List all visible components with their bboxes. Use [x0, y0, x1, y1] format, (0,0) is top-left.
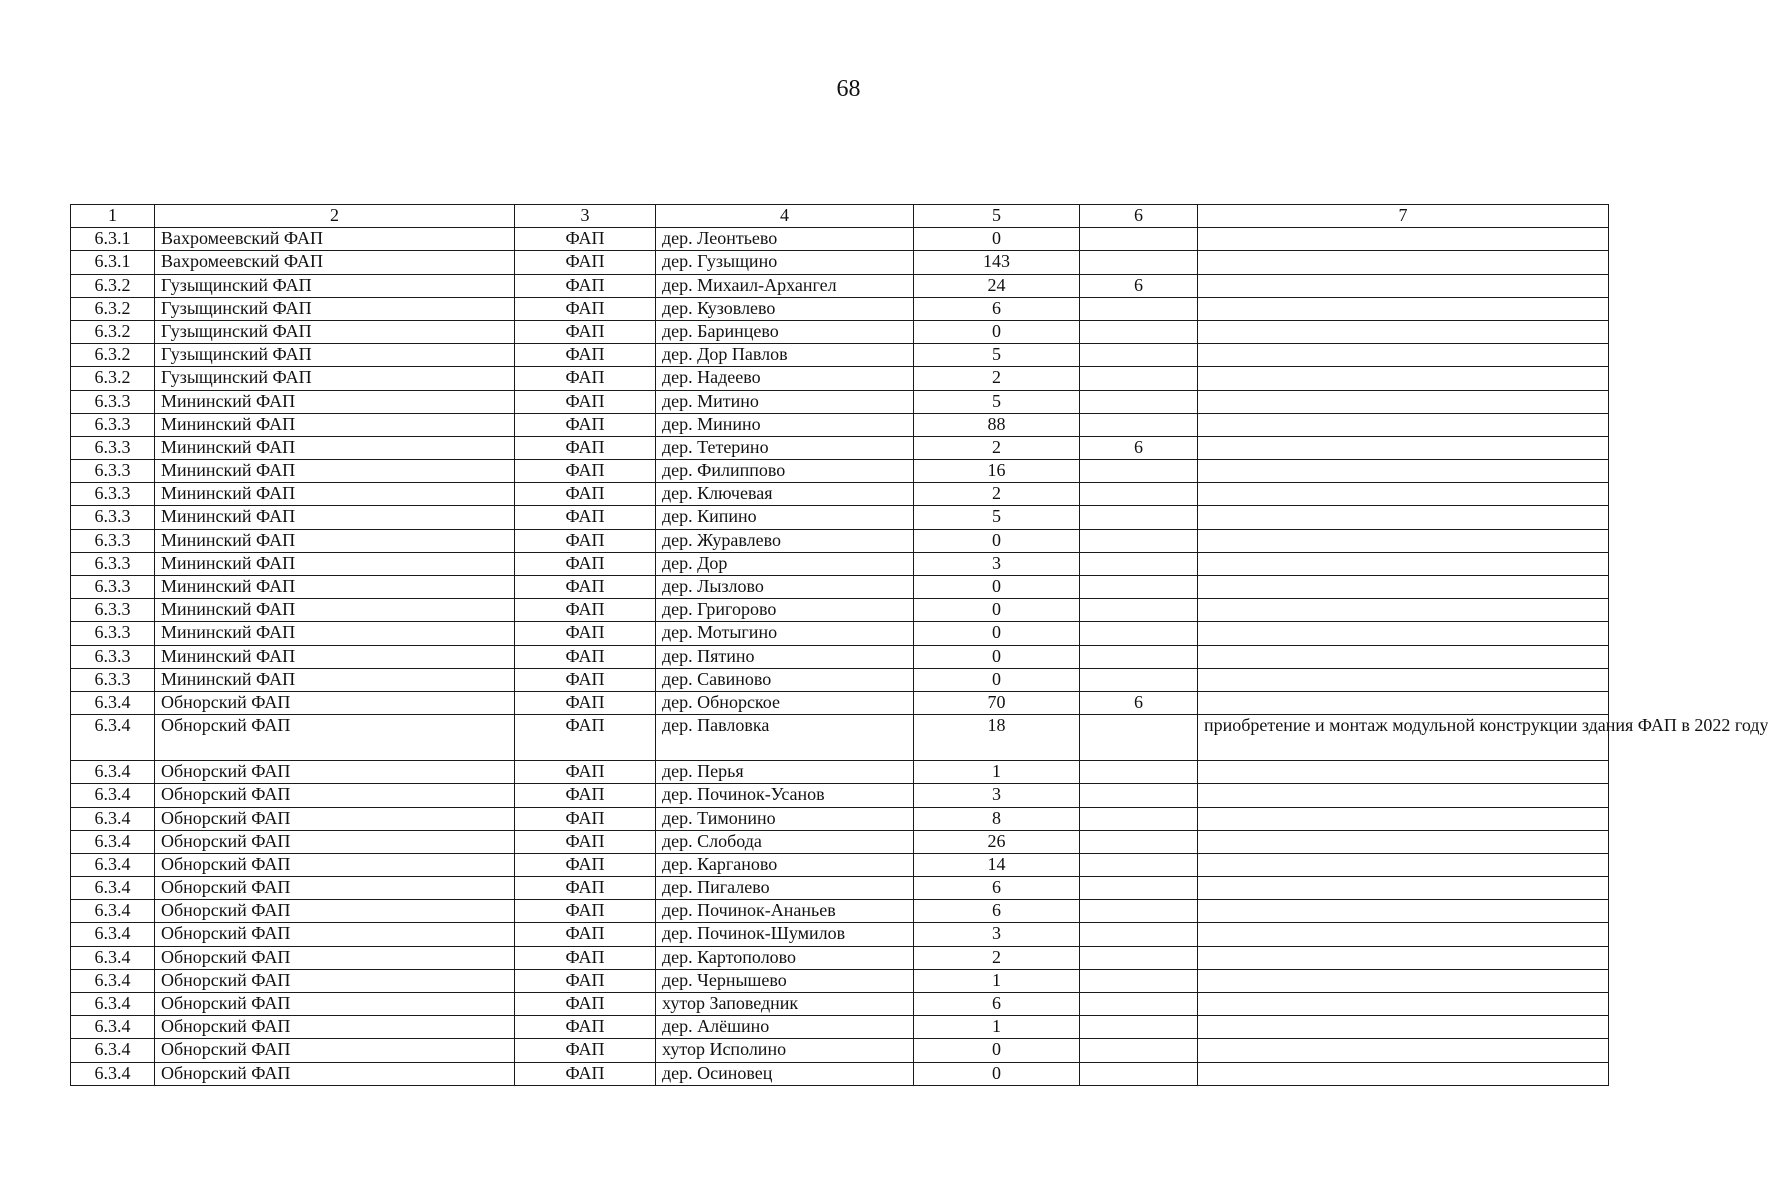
table-row	[71, 251, 1609, 274]
population-cell: 26	[914, 830, 1080, 853]
note-cell	[1198, 274, 1609, 297]
facility-type-cell: ФАП	[515, 900, 656, 923]
facility-type-cell: ФАП	[515, 1062, 656, 1085]
population-cell: 0	[914, 320, 1080, 343]
settlement-cell: дер. Филиппово	[656, 460, 914, 483]
column-6-cell	[1080, 483, 1198, 506]
population-cell: 88	[914, 413, 1080, 436]
page-number: 68	[836, 76, 861, 102]
row-number-cell: 6.3.3	[71, 390, 155, 413]
facility-type-cell: ФАП	[515, 969, 656, 992]
row-number-cell: 6.3.4	[71, 1062, 155, 1085]
settlement-cell: дер. Кузовлево	[656, 297, 914, 320]
note-cell	[1198, 297, 1609, 320]
settlement-cell: дер. Починок-Усанов	[656, 784, 914, 807]
facility-name-cell: Обнорский ФАП	[155, 830, 515, 853]
row-number-cell: 6.3.4	[71, 900, 155, 923]
facility-name-cell: Мининский ФАП	[155, 460, 515, 483]
note-cell	[1198, 807, 1609, 830]
header-cell-6: 6	[1080, 205, 1198, 228]
facility-name-cell: Обнорский ФАП	[155, 900, 515, 923]
note-cell	[1198, 599, 1609, 622]
settlement-cell: дер. Митино	[656, 390, 914, 413]
column-6-cell	[1080, 900, 1198, 923]
facility-type-cell: ФАП	[515, 483, 656, 506]
facility-type-cell: ФАП	[515, 599, 656, 622]
column-6-cell	[1080, 969, 1198, 992]
row-number-cell: 6.3.2	[71, 320, 155, 343]
table-row	[71, 576, 1609, 599]
table-row	[71, 761, 1609, 784]
table-row	[71, 483, 1609, 506]
settlement-cell: дер. Картополово	[656, 946, 914, 969]
settlement-cell: дер. Перья	[656, 761, 914, 784]
population-cell: 1	[914, 761, 1080, 784]
row-number-cell: 6.3.3	[71, 622, 155, 645]
column-6-cell	[1080, 297, 1198, 320]
settlement-cell: дер. Григорово	[656, 599, 914, 622]
row-number-cell: 6.3.4	[71, 1039, 155, 1062]
column-6-cell	[1080, 576, 1198, 599]
table-row	[71, 274, 1609, 297]
population-cell: 3	[914, 784, 1080, 807]
facility-name-cell: Обнорский ФАП	[155, 946, 515, 969]
table-row	[71, 668, 1609, 691]
settlement-cell: дер. Минино	[656, 413, 914, 436]
header-row	[71, 205, 1609, 228]
table-row	[71, 529, 1609, 552]
note-cell	[1198, 923, 1609, 946]
table-row	[71, 1016, 1609, 1039]
facility-type-cell: ФАП	[515, 576, 656, 599]
facility-name-cell: Гузыщинский ФАП	[155, 320, 515, 343]
row-number-cell: 6.3.4	[71, 784, 155, 807]
facility-name-cell: Гузыщинский ФАП	[155, 367, 515, 390]
column-6-cell: 6	[1080, 274, 1198, 297]
population-cell: 0	[914, 529, 1080, 552]
facility-type-cell: ФАП	[515, 460, 656, 483]
facility-name-cell: Обнорский ФАП	[155, 807, 515, 830]
settlement-cell: дер. Леонтьево	[656, 228, 914, 251]
row-number-cell: 6.3.4	[71, 715, 155, 761]
facility-name-cell: Обнорский ФАП	[155, 1062, 515, 1085]
facility-name-cell: Мининский ФАП	[155, 552, 515, 575]
table-row	[71, 390, 1609, 413]
table-row	[71, 1062, 1609, 1085]
row-number-cell: 6.3.4	[71, 993, 155, 1016]
note-cell	[1198, 367, 1609, 390]
row-number-cell: 6.3.3	[71, 436, 155, 459]
facility-name-cell: Мининский ФАП	[155, 645, 515, 668]
row-number-cell: 6.3.4	[71, 691, 155, 714]
column-6-cell	[1080, 1062, 1198, 1085]
table-row	[71, 344, 1609, 367]
population-cell: 2	[914, 483, 1080, 506]
table-row	[71, 830, 1609, 853]
table-row	[71, 691, 1609, 714]
row-number-cell: 6.3.4	[71, 761, 155, 784]
fap-registry-table	[70, 204, 1768, 1086]
settlement-cell: дер. Карганово	[656, 853, 914, 876]
facility-type-cell: ФАП	[515, 413, 656, 436]
facility-name-cell: Обнорский ФАП	[155, 1039, 515, 1062]
facility-name-cell: Мининский ФАП	[155, 506, 515, 529]
facility-name-cell: Обнорский ФАП	[155, 969, 515, 992]
table-row	[71, 807, 1609, 830]
table-row	[71, 460, 1609, 483]
column-6-cell	[1080, 599, 1198, 622]
column-6-cell	[1080, 228, 1198, 251]
table-row	[71, 900, 1609, 923]
facility-type-cell: ФАП	[515, 853, 656, 876]
settlement-cell: дер. Лызлово	[656, 576, 914, 599]
facility-name-cell: Обнорский ФАП	[155, 923, 515, 946]
column-6-cell	[1080, 344, 1198, 367]
facility-name-cell: Мининский ФАП	[155, 436, 515, 459]
column-6-cell: 6	[1080, 436, 1198, 459]
column-6-cell	[1080, 784, 1198, 807]
note-cell	[1198, 460, 1609, 483]
header-cell-3: 3	[515, 205, 656, 228]
settlement-cell: дер. Починок-Ананьев	[656, 900, 914, 923]
column-6-cell	[1080, 946, 1198, 969]
facility-type-cell: ФАП	[515, 320, 656, 343]
note-cell	[1198, 761, 1609, 784]
note-cell	[1198, 506, 1609, 529]
table-row	[71, 297, 1609, 320]
facility-name-cell: Мининский ФАП	[155, 483, 515, 506]
settlement-cell: хутор Исполино	[656, 1039, 914, 1062]
population-cell: 6	[914, 900, 1080, 923]
note-cell	[1198, 668, 1609, 691]
facility-name-cell: Обнорский ФАП	[155, 784, 515, 807]
note-cell	[1198, 320, 1609, 343]
population-cell: 0	[914, 1039, 1080, 1062]
column-6-cell	[1080, 622, 1198, 645]
row-number-cell: 6.3.3	[71, 483, 155, 506]
settlement-cell: дер. Савиново	[656, 668, 914, 691]
column-6-cell	[1080, 853, 1198, 876]
settlement-cell: дер. Осиновец	[656, 1062, 914, 1085]
header-cell-2: 2	[155, 205, 515, 228]
note-cell	[1198, 645, 1609, 668]
table-row	[71, 969, 1609, 992]
header-cell-1: 1	[71, 205, 155, 228]
facility-name-cell: Обнорский ФАП	[155, 761, 515, 784]
table-row	[71, 1039, 1609, 1062]
population-cell: 0	[914, 668, 1080, 691]
row-number-cell: 6.3.4	[71, 807, 155, 830]
population-cell: 3	[914, 552, 1080, 575]
settlement-cell: дер. Пятино	[656, 645, 914, 668]
facility-type-cell: ФАП	[515, 761, 656, 784]
settlement-cell: дер. Пигалево	[656, 877, 914, 900]
header-cell-4: 4	[656, 205, 914, 228]
population-cell: 0	[914, 576, 1080, 599]
column-6-cell	[1080, 506, 1198, 529]
facility-type-cell: ФАП	[515, 993, 656, 1016]
row-number-cell: 6.3.3	[71, 460, 155, 483]
column-6-cell	[1080, 1039, 1198, 1062]
settlement-cell: дер. Кипино	[656, 506, 914, 529]
table-row	[71, 599, 1609, 622]
table-row	[71, 784, 1609, 807]
note-cell	[1198, 784, 1609, 807]
note-cell	[1198, 344, 1609, 367]
table-row	[71, 946, 1609, 969]
row-number-cell: 6.3.3	[71, 645, 155, 668]
note-cell	[1198, 436, 1609, 459]
facility-type-cell: ФАП	[515, 1039, 656, 1062]
table-row	[71, 877, 1609, 900]
facility-type-cell: ФАП	[515, 622, 656, 645]
row-number-cell: 6.3.4	[71, 969, 155, 992]
settlement-cell: дер. Чернышево	[656, 969, 914, 992]
table-row	[71, 552, 1609, 575]
population-cell: 16	[914, 460, 1080, 483]
settlement-cell: дер. Починок-Шумилов	[656, 923, 914, 946]
facility-name-cell: Обнорский ФАП	[155, 877, 515, 900]
facility-name-cell: Гузыщинский ФАП	[155, 297, 515, 320]
note-cell	[1198, 691, 1609, 714]
table-row	[71, 853, 1609, 876]
facility-name-cell: Гузыщинский ФАП	[155, 274, 515, 297]
column-6-cell	[1080, 993, 1198, 1016]
column-6-cell	[1080, 320, 1198, 343]
population-cell: 6	[914, 877, 1080, 900]
note-cell	[1198, 877, 1609, 900]
facility-name-cell: Обнорский ФАП	[155, 1016, 515, 1039]
row-number-cell: 6.3.4	[71, 946, 155, 969]
row-number-cell: 6.3.3	[71, 529, 155, 552]
row-number-cell: 6.3.4	[71, 1016, 155, 1039]
note-cell	[1198, 1062, 1609, 1085]
population-cell: 6	[914, 297, 1080, 320]
column-6-cell	[1080, 923, 1198, 946]
facility-type-cell: ФАП	[515, 830, 656, 853]
facility-type-cell: ФАП	[515, 228, 656, 251]
note-cell	[1198, 946, 1609, 969]
row-number-cell: 6.3.3	[71, 668, 155, 691]
table-row	[71, 320, 1609, 343]
facility-type-cell: ФАП	[515, 1016, 656, 1039]
row-number-cell: 6.3.3	[71, 599, 155, 622]
row-number-cell: 6.3.4	[71, 853, 155, 876]
settlement-cell: хутор Заповедник	[656, 993, 914, 1016]
settlement-cell: дер. Дор Павлов	[656, 344, 914, 367]
population-cell: 2	[914, 946, 1080, 969]
population-cell: 1	[914, 969, 1080, 992]
facility-name-cell: Мининский ФАП	[155, 576, 515, 599]
settlement-cell: дер. Алёшино	[656, 1016, 914, 1039]
population-cell: 8	[914, 807, 1080, 830]
population-cell: 70	[914, 691, 1080, 714]
facility-type-cell: ФАП	[515, 668, 656, 691]
settlement-cell: дер. Ключевая	[656, 483, 914, 506]
column-6-cell	[1080, 668, 1198, 691]
note-cell	[1198, 552, 1609, 575]
note-cell: приобретение и монтаж модульной конструкции здания ФАП в 2022 году	[1198, 715, 1609, 761]
table-row	[71, 506, 1609, 529]
settlement-cell: дер. Дор	[656, 552, 914, 575]
facility-type-cell: ФАП	[515, 552, 656, 575]
population-cell: 24	[914, 274, 1080, 297]
settlement-cell: дер. Обнорское	[656, 691, 914, 714]
column-6-cell	[1080, 413, 1198, 436]
settlement-cell: дер. Баринцево	[656, 320, 914, 343]
column-6-cell	[1080, 367, 1198, 390]
table-row	[71, 228, 1609, 251]
header-cell-5: 5	[914, 205, 1080, 228]
row-number-cell: 6.3.1	[71, 251, 155, 274]
population-cell: 0	[914, 1062, 1080, 1085]
facility-name-cell: Обнорский ФАП	[155, 691, 515, 714]
note-cell	[1198, 830, 1609, 853]
table-row	[71, 367, 1609, 390]
note-cell	[1198, 853, 1609, 876]
facility-type-cell: ФАП	[515, 251, 656, 274]
population-cell: 0	[914, 228, 1080, 251]
note-cell	[1198, 251, 1609, 274]
row-number-cell: 6.3.3	[71, 413, 155, 436]
note-cell	[1198, 390, 1609, 413]
note-cell	[1198, 993, 1609, 1016]
facility-name-cell: Мининский ФАП	[155, 413, 515, 436]
facility-type-cell: ФАП	[515, 923, 656, 946]
note-cell	[1198, 413, 1609, 436]
facility-type-cell: ФАП	[515, 367, 656, 390]
table-row	[71, 622, 1609, 645]
facility-type-cell: ФАП	[515, 946, 656, 969]
settlement-cell: дер. Мотыгино	[656, 622, 914, 645]
population-cell: 2	[914, 367, 1080, 390]
note-cell	[1198, 1039, 1609, 1062]
column-6-cell	[1080, 390, 1198, 413]
settlement-cell: дер. Журавлево	[656, 529, 914, 552]
population-cell: 0	[914, 622, 1080, 645]
population-cell: 5	[914, 390, 1080, 413]
row-number-cell: 6.3.3	[71, 552, 155, 575]
row-number-cell: 6.3.3	[71, 576, 155, 599]
row-number-cell: 6.3.4	[71, 877, 155, 900]
facility-type-cell: ФАП	[515, 807, 656, 830]
facility-name-cell: Вахромеевский ФАП	[155, 251, 515, 274]
row-number-cell: 6.3.4	[71, 830, 155, 853]
column-6-cell	[1080, 460, 1198, 483]
table-row	[71, 413, 1609, 436]
note-cell	[1198, 622, 1609, 645]
facility-type-cell: ФАП	[515, 390, 656, 413]
settlement-cell: дер. Тимонино	[656, 807, 914, 830]
table-row	[71, 436, 1609, 459]
column-6-cell	[1080, 552, 1198, 575]
facility-name-cell: Мининский ФАП	[155, 390, 515, 413]
facility-type-cell: ФАП	[515, 784, 656, 807]
population-cell: 5	[914, 506, 1080, 529]
note-cell	[1198, 969, 1609, 992]
note-cell	[1198, 483, 1609, 506]
facility-type-cell: ФАП	[515, 344, 656, 367]
column-6-cell	[1080, 645, 1198, 668]
facility-type-cell: ФАП	[515, 436, 656, 459]
note-cell	[1198, 228, 1609, 251]
row-number-cell: 6.3.2	[71, 344, 155, 367]
facility-type-cell: ФАП	[515, 506, 656, 529]
facility-type-cell: ФАП	[515, 529, 656, 552]
note-cell	[1198, 900, 1609, 923]
column-6-cell	[1080, 715, 1198, 761]
settlement-cell: дер. Павловка	[656, 715, 914, 761]
column-6-cell	[1080, 251, 1198, 274]
column-6-cell	[1080, 761, 1198, 784]
settlement-cell: дер. Надеево	[656, 367, 914, 390]
column-6-cell	[1080, 877, 1198, 900]
population-cell: 14	[914, 853, 1080, 876]
facility-type-cell: ФАП	[515, 691, 656, 714]
facility-type-cell: ФАП	[515, 297, 656, 320]
population-cell: 2	[914, 436, 1080, 459]
facility-name-cell: Обнорский ФАП	[155, 715, 515, 761]
table-row	[71, 923, 1609, 946]
facility-name-cell: Мининский ФАП	[155, 622, 515, 645]
facility-type-cell: ФАП	[515, 274, 656, 297]
settlement-cell: дер. Слобода	[656, 830, 914, 853]
population-cell: 5	[914, 344, 1080, 367]
row-number-cell: 6.3.1	[71, 228, 155, 251]
note-cell	[1198, 529, 1609, 552]
facility-name-cell: Мининский ФАП	[155, 668, 515, 691]
population-cell: 0	[914, 645, 1080, 668]
column-6-cell	[1080, 830, 1198, 853]
column-6-cell: 6	[1080, 691, 1198, 714]
row-number-cell: 6.3.2	[71, 367, 155, 390]
facility-type-cell: ФАП	[515, 715, 656, 761]
row-number-cell: 6.3.3	[71, 506, 155, 529]
population-cell: 3	[914, 923, 1080, 946]
column-6-cell	[1080, 529, 1198, 552]
column-6-cell	[1080, 1016, 1198, 1039]
table-body	[71, 228, 1768, 1086]
settlement-cell: дер. Михаил-Архангел	[656, 274, 914, 297]
table-row	[71, 993, 1609, 1016]
header-cell-7: 7	[1198, 205, 1609, 228]
facility-name-cell: Мининский ФАП	[155, 599, 515, 622]
facility-type-cell: ФАП	[515, 645, 656, 668]
table-row	[71, 645, 1609, 668]
row-number-cell: 6.3.2	[71, 297, 155, 320]
population-cell: 143	[914, 251, 1080, 274]
facility-type-cell: ФАП	[515, 877, 656, 900]
facility-name-cell: Гузыщинский ФАП	[155, 344, 515, 367]
population-cell: 0	[914, 599, 1080, 622]
population-cell: 18	[914, 715, 1080, 761]
population-cell: 6	[914, 993, 1080, 1016]
row-number-cell: 6.3.2	[71, 274, 155, 297]
settlement-cell: дер. Тетерино	[656, 436, 914, 459]
note-cell	[1198, 576, 1609, 599]
facility-name-cell: Обнорский ФАП	[155, 993, 515, 1016]
column-6-cell	[1080, 807, 1198, 830]
population-cell: 1	[914, 1016, 1080, 1039]
row-number-cell: 6.3.4	[71, 923, 155, 946]
note-cell	[1198, 1016, 1609, 1039]
settlement-cell: дер. Гузыщино	[656, 251, 914, 274]
facility-name-cell: Мининский ФАП	[155, 529, 515, 552]
facility-name-cell: Вахромеевский ФАП	[155, 228, 515, 251]
facility-name-cell: Обнорский ФАП	[155, 853, 515, 876]
table-row	[71, 715, 1609, 761]
